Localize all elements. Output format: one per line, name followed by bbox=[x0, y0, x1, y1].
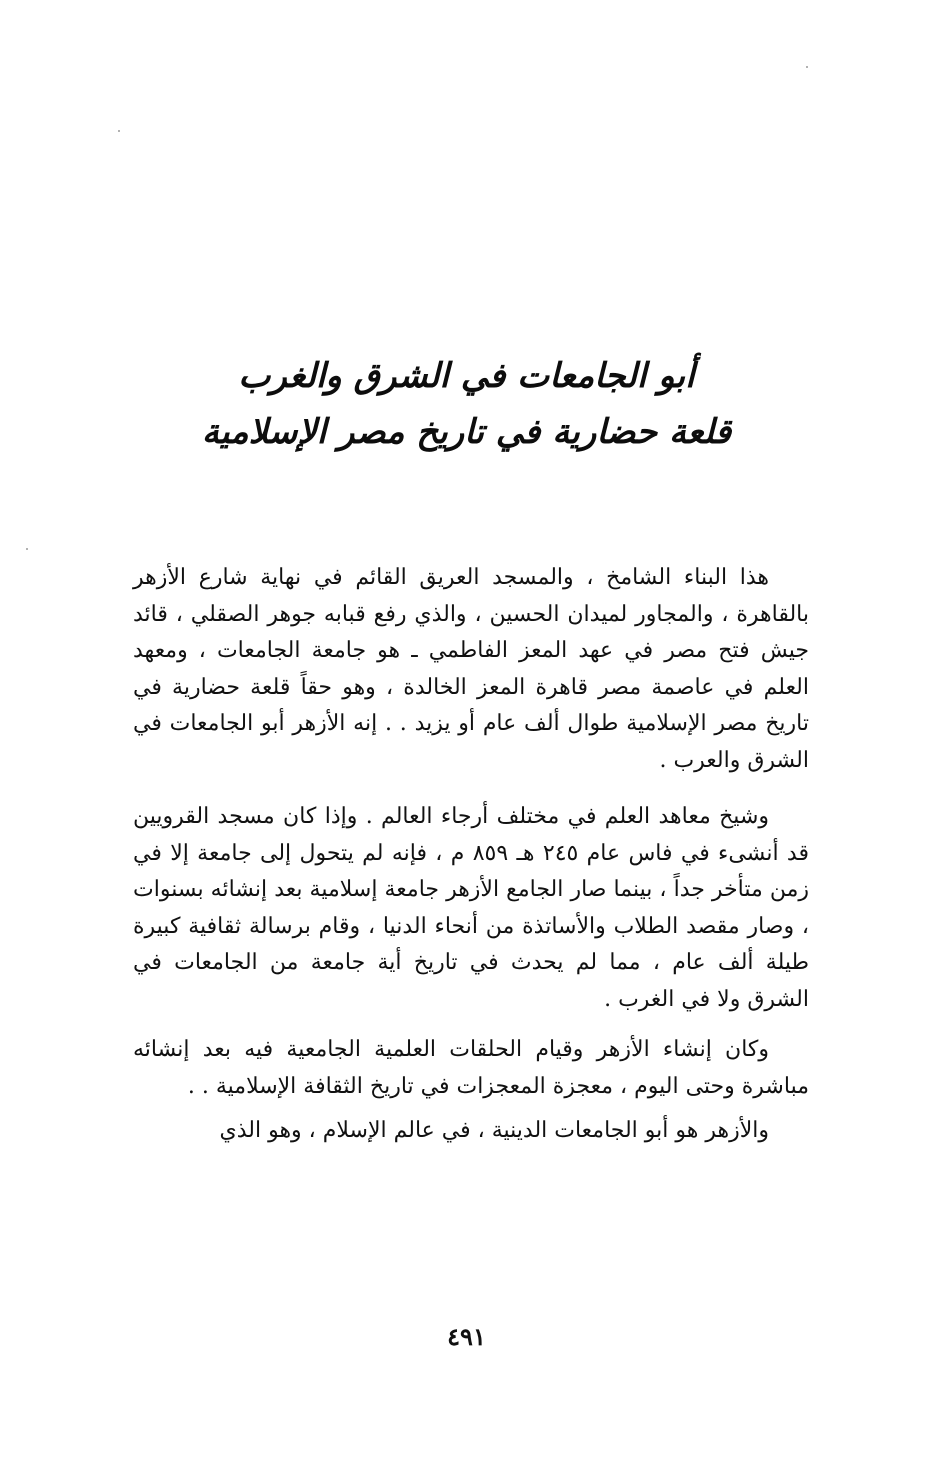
chapter-title: أبو الجامعات في الشرق والغرب bbox=[238, 356, 695, 396]
chapter-heading bbox=[180, 348, 753, 460]
body-text bbox=[133, 560, 809, 1150]
paper-speck bbox=[26, 548, 28, 550]
paragraph: هذا البناء الشامخ ، والمسجد العريق القائم في نهاية شارع الأزهر بالقاهرة ، والمجاور لميدان الحسين ، والذي رفع قبابه جوهر الصقلي ، قائد جيش فتح مصر في عهد المعز الفاطمي ـ هو جامعة الجامعات ، ومعهد العلم في عاصمة مصر قاهرة المعز الخالدة ، وهو حقاً قلعة حضارية في تاريخ مصر الإسلامية طوال ألف عام أو يزيد . . إنه الأزهر أبو الجامعات في الشرق والعرب . bbox=[133, 565, 809, 773]
paper-speck bbox=[806, 66, 808, 68]
paragraph: وشيخ معاهد العلم في مختلف أرجاء العالم . وإذا كان مسجد القرويين قد أنشىء في فاس عام ٢٤٥ هـ ٨٥٩ م ، فإنه لم يتحول إلى جامعة إلا في زمن متأخر جداً ، بينما صار الجامع الأزهر جامعة إسلامية بعد إنشائه بسنوات ، وصار مقصد الطلاب والأساتذة من أنحاء الدنيا ، وقام برسالة ثقافية كبيرة طيلة ألف عام ، مما لم يحدث في تاريخ أية جامعة من الجامعات في الشرق ولا في الغرب . bbox=[133, 804, 809, 1012]
paragraph: والأزهر هو أبو الجامعات الدينية ، في عالم الإسلام ، وهو الذي bbox=[219, 1118, 769, 1143]
page-number: ٤٩١ bbox=[447, 1322, 486, 1351]
paragraph: وكان إنشاء الأزهر وقيام الحلقات العلمية الجامعية فيه بعد إنشائه مباشرة وحتى اليوم ، معجزة المعجزات في تاريخ الثقافة الإسلامية . . bbox=[133, 1037, 809, 1099]
chapter-subtitle: قلعة حضارية في تاريخ مصر الإسلامية bbox=[201, 412, 732, 452]
paper-speck bbox=[118, 130, 120, 132]
